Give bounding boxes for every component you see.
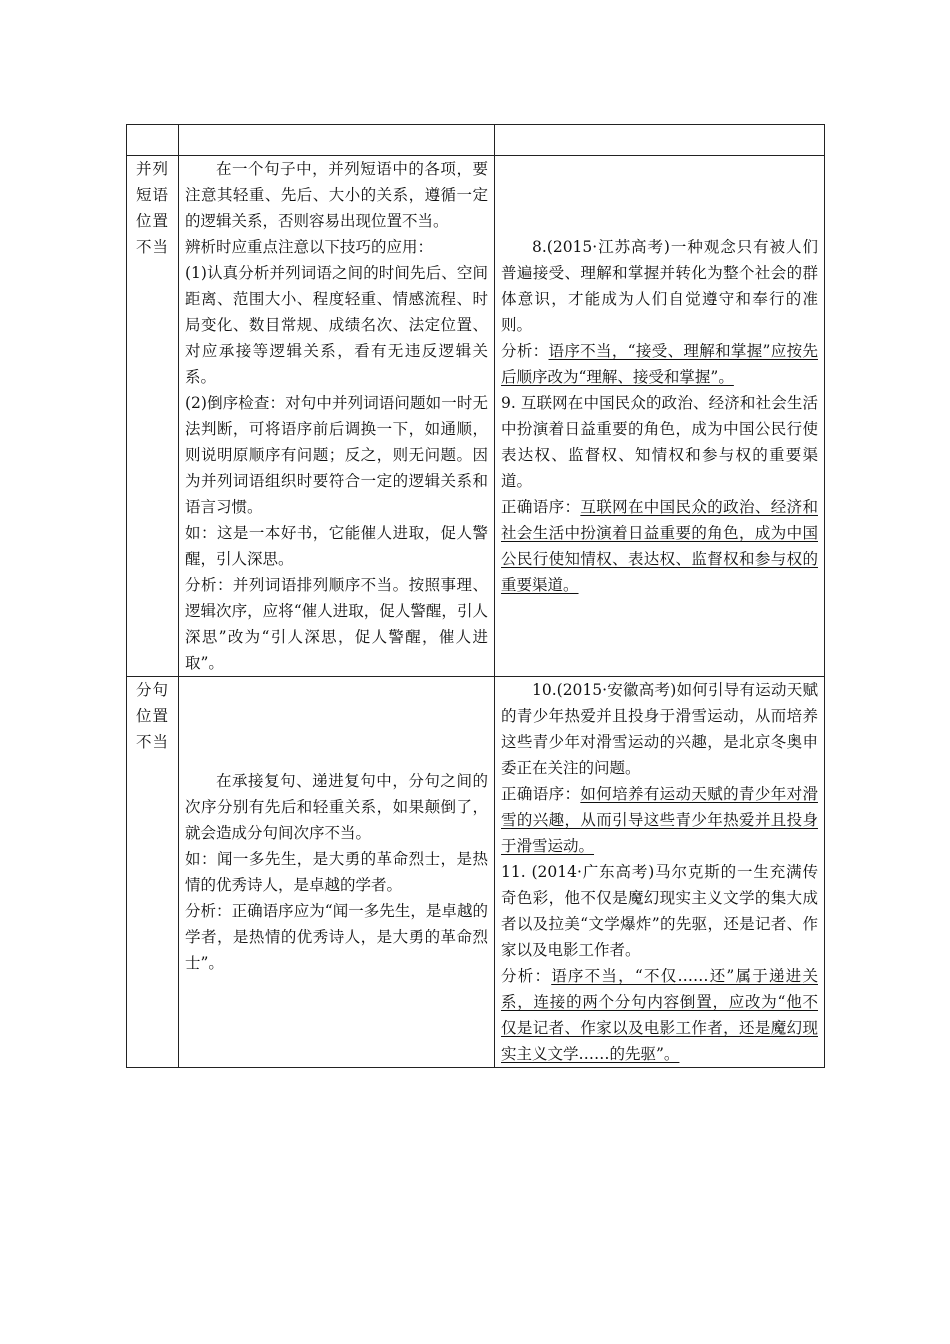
category-cell (127, 677, 179, 1068)
table-row (127, 677, 825, 1068)
example-analysis (501, 963, 818, 1067)
explanation-paragraph: 辨析时应重点注意以下技巧的应用： (185, 238, 434, 256)
analysis-label: 正确语序： (501, 785, 581, 803)
category-label: 并列短语位置不当 (135, 160, 169, 256)
blank-cell (127, 125, 179, 156)
blank-cell (179, 125, 495, 156)
blank-cell (495, 125, 825, 156)
analysis-label: 正确语序： (501, 498, 581, 516)
example-analysis (501, 494, 818, 598)
table-row (127, 156, 825, 677)
explanation-paragraph: 如：这是一本好书，它能催人进取，促人警醒，引人深思。 (185, 524, 488, 568)
analysis-answer: 如何培养有运动天赋的青少年对滑雪的兴趣，从而引导这些青少年热爱并且投身于滑雪运动。 (501, 785, 818, 855)
example-question: 9. 互联网在中国民众的政治、经济和社会生活中扮演着日益重要的角色，成为中国公民行使表达权、监督权、知情权和参与权的重要渠道。 (501, 394, 818, 490)
example-question: 10.(2015·安徽高考)如何引导有运动天赋的青少年热爱并且投身于滑雪运动，从而培养这些青少年对滑雪运动的兴趣，是北京冬奥申委正在关注的问题。 (501, 681, 818, 777)
explanation-paragraph: (1)认真分析并列词语之间的时间先后、空间距离、范围大小、程度轻重、情感流程、时局变化、数目常规、成绩名次、法定位置、对应承接等逻辑关系，看有无违反逻辑关系。 (185, 264, 488, 386)
blank-header-row (127, 125, 825, 156)
explanation-cell (179, 677, 495, 1068)
explanation-paragraph: 如：闻一多先生，是大勇的革命烈士，是热情的优秀诗人，是卓越的学者。 (185, 850, 488, 894)
analysis-answer: 语序不当，“接受、理解和掌握”应按先后顺序改为“理解、接受和掌握”。 (501, 342, 818, 386)
examples-cell (495, 677, 825, 1068)
explanation-paragraph: 分析：并列词语排列顺序不当。按照事理、逻辑次序，应将“催人进取，促人警醒，引人深思”改为“引人深思，促人警醒，催人进取”。 (185, 576, 488, 672)
analysis-label: 分析： (501, 967, 552, 985)
explanation-paragraph: (2)倒序检查：对句中并列词语问题如一时无法判断，可将语序前后调换一下，如通顺，则说明原顺序有问题；反之，则无问题。因为并列词语组织时要符合一定的逻辑关系和语言习惯。 (185, 394, 488, 516)
analysis-answer: 互联网在中国民众的政治、经济和社会生活中扮演着日益重要的角色，成为中国公民行使知情权、表达权、监督权和参与权的重要渠道。 (501, 498, 818, 594)
explanation-paragraph: 在承接复句、递进复句中，分句之间的次序分别有先后和轻重关系，如果颠倒了，就会造成分句间次序不当。 (185, 772, 488, 842)
explanation-paragraph: 分析：正确语序应为“闻一多先生，是卓越的学者，是热情的优秀诗人，是大勇的革命烈士”。 (185, 902, 488, 972)
explanation-cell (179, 156, 495, 677)
examples-cell (495, 156, 825, 677)
explanation-paragraph: 在一个句子中，并列短语中的各项，要注意其轻重、先后、大小的关系，遵循一定的逻辑关系，否则容易出现位置不当。 (185, 160, 488, 230)
example-analysis (501, 338, 818, 390)
analysis-answer: 语序不当，“不仅……还”属于递进关系，连接的两个分句内容倒置，应改为“他不仅是记者、作家以及电影工作者，还是魔幻现实主义文学……的先驱”。 (501, 967, 818, 1063)
category-label: 分句位置不当 (135, 681, 169, 751)
category-cell (127, 156, 179, 677)
grammar-table (126, 124, 825, 1068)
example-analysis (501, 781, 818, 859)
example-question: 11. (2014·广东高考)马尔克斯的一生充满传奇色彩，他不仅是魔幻现实主义文学的集大成者以及拉美“文学爆炸”的先驱，还是记者、作家以及电影工作者。 (501, 863, 818, 959)
example-question: 8.(2015·江苏高考)一种观念只有被人们普遍接受、理解和掌握并转化为整个社会的群体意识，才能成为人们自觉遵守和奉行的准则。 (501, 238, 818, 334)
analysis-label: 分析： (501, 342, 549, 360)
